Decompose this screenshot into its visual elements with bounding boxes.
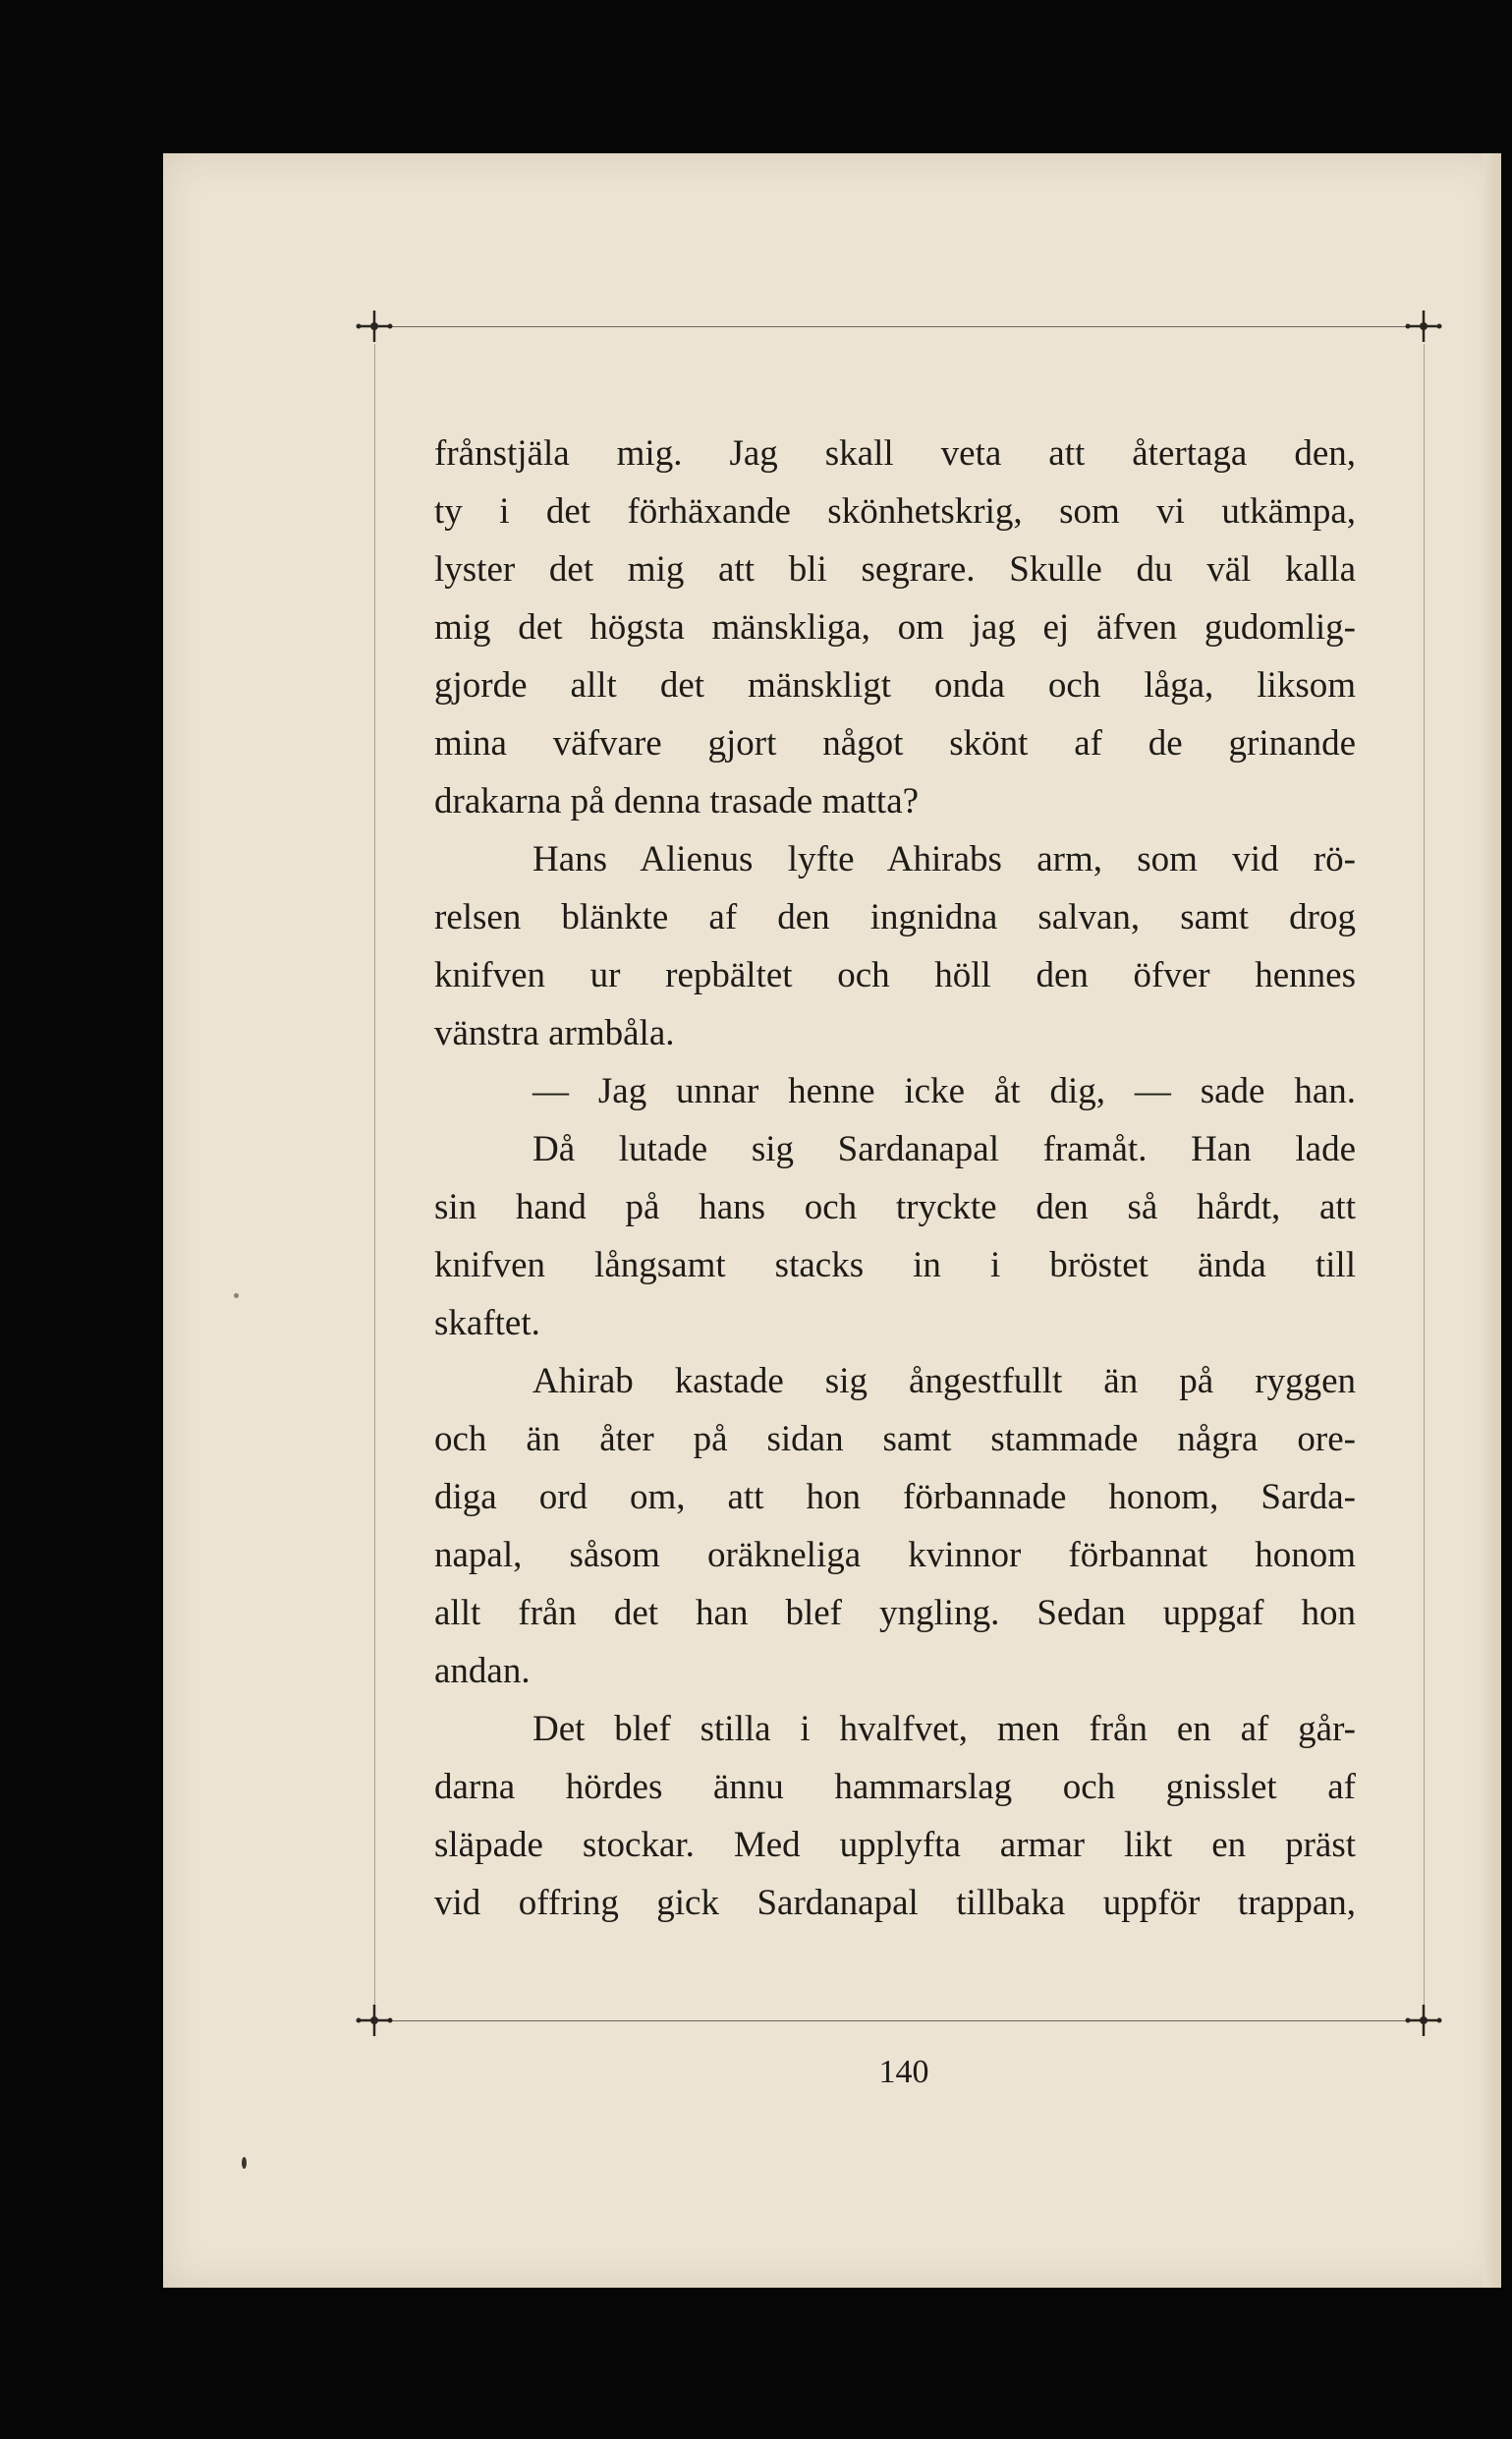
cross-ornament-icon: [355, 2001, 394, 2040]
text-line: ty i det förhäxande skönhetskrig, som vi utkämpa,: [434, 491, 1356, 532]
text-line: drakarna på denna trasade matta?: [434, 781, 920, 822]
text-line: Då lutade sig Sardanapal framåt. Han lade: [532, 1129, 1356, 1169]
text-line: lyster det mig att bli segrare. Skulle du väl kalla: [434, 549, 1356, 590]
text-line: allt från det han blef yngling. Sedan uppgaf hon: [434, 1593, 1356, 1633]
text-line: släpade stockar. Med upplyfta armar likt en präst: [434, 1825, 1356, 1865]
text-line: vid offring gick Sardanapal tillbaka uppför trappan,: [434, 1883, 1356, 1923]
top-frame-rule: [371, 326, 1425, 327]
text-line: napal, såsom oräkneliga kvinnor förbannat honom: [434, 1535, 1356, 1575]
text-line: och än åter på sidan samt stammade några ore-: [434, 1419, 1356, 1459]
text-line: Det blef stilla i hvalfvet, men från en af går-: [532, 1709, 1356, 1749]
paper-speck: [242, 2157, 247, 2169]
left-frame-rule: [374, 344, 375, 2005]
cross-ornament-icon: [1404, 307, 1443, 346]
text-line: knifven långsamt stacks in i bröstet ända till: [434, 1245, 1356, 1285]
text-line: gjorde allt det mänskligt onda och låga, liksom: [434, 665, 1356, 706]
page-number: 140: [878, 2054, 929, 2090]
text-line: vänstra armbåla.: [434, 1013, 675, 1053]
text-line: — Jag unnar henne icke åt dig, — sade han.: [532, 1071, 1356, 1111]
text-line: skaftet.: [434, 1303, 540, 1343]
text-line: andan.: [434, 1651, 531, 1691]
bottom-frame-rule: [371, 2020, 1425, 2021]
text-line: sin hand på hans och tryckte den så hårdt, att: [434, 1187, 1356, 1227]
cross-ornament-icon: [1404, 2001, 1443, 2040]
text-line: knifven ur repbältet och höll den öfver hennes: [434, 955, 1356, 995]
text-line: darna hördes ännu hammarslag och gnisslet af: [434, 1767, 1356, 1807]
text-line: relsen blänkte af den ingnidna salvan, samt drog: [434, 897, 1356, 937]
text-line: mina väfvare gjort något skönt af de grinande: [434, 723, 1356, 764]
body-text: [434, 425, 1356, 1932]
text-line: frånstjäla mig. Jag skall veta att återtaga den,: [434, 433, 1356, 474]
text-line: Hans Alienus lyfte Ahirabs arm, som vid rö-: [532, 839, 1356, 879]
page-edge-shadow: [1484, 153, 1501, 2288]
text-line: mig det högsta mänskliga, om jag ej äfven gudomlig-: [434, 607, 1356, 648]
paper-speck: [234, 1293, 239, 1298]
text-line: Ahirab kastade sig ångestfullt än på ryggen: [532, 1361, 1356, 1401]
cross-ornament-icon: [355, 307, 394, 346]
text-line: diga ord om, att hon förbannade honom, Sarda-: [434, 1477, 1356, 1517]
right-frame-rule: [1424, 344, 1425, 2005]
